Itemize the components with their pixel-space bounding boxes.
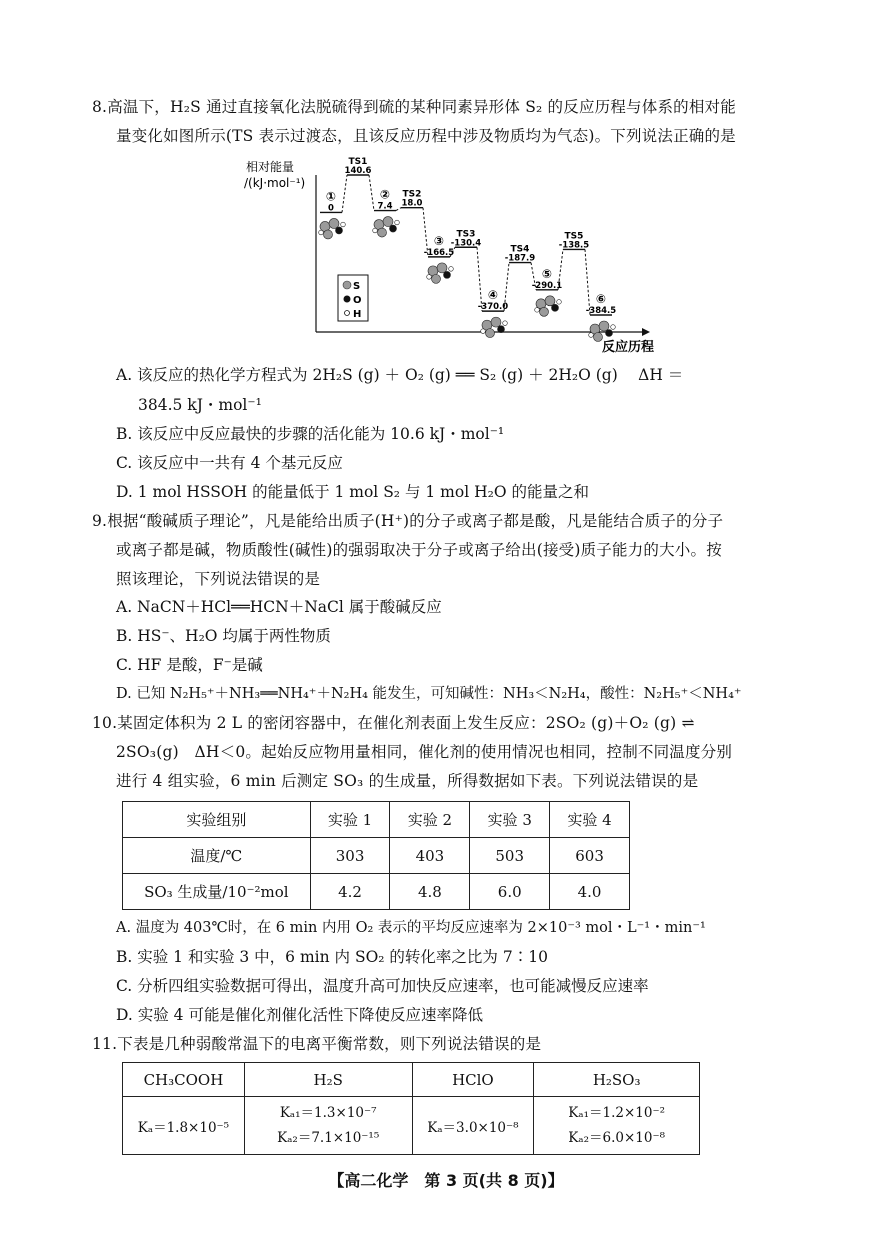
state-label: TS3 [456, 229, 476, 240]
q11-constants-table [122, 1062, 700, 1155]
q8-option-a-1: A. 该反应的热化学方程式为 2H₂S (g) ＋ O₂ (g) ══ S₂ (g) ＋ 2H₂O (g) ΔH ＝ [116, 366, 684, 384]
energy-value-label: 0 [328, 203, 334, 214]
table-cell: Kₐ＝3.0×10⁻⁸ [412, 1097, 534, 1155]
molecule-icon [373, 217, 400, 238]
q9-option-d: D. 已知 N₂H₅⁺＋NH₃══NH₄⁺＋N₂H₄ 能发生，可知碱性：NH₃＜N₂H₄，酸性：N₂H₅⁺＜NH₄⁺ [116, 686, 742, 702]
table-row [123, 838, 630, 874]
q9-option-a: A. NaCN＋HCl══HCN＋NaCl 属于酸碱反应 [116, 598, 442, 616]
y-axis-unit: /(kJ·mol⁻¹) [244, 176, 306, 190]
q10-option-c: C. 分析四组实验数据可得出，温度升高可加快反应速率，也可能减慢反应速率 [116, 977, 649, 995]
energy-connector-2 [396, 208, 401, 211]
q10-option-a: A. 温度为 403℃时，在 6 min 内用 O₂ 表示的平均反应速率为 2×10⁻³ mol・L⁻¹・min⁻¹ [116, 920, 706, 936]
table-cell: 实验组别 [123, 802, 311, 838]
energy-value-label: -138.5 [558, 240, 590, 251]
state-label: ⑥ [595, 292, 607, 306]
table-row [123, 874, 630, 910]
q8-option-a-2: 384.5 kJ・mol⁻¹ [138, 396, 262, 414]
question-9 [92, 507, 804, 594]
table-header: CH₃COOH [123, 1063, 245, 1097]
x-axis-label: 反应历程 [602, 340, 655, 353]
energy-value-label: 140.6 [344, 166, 372, 176]
table-cell: 403 [390, 838, 470, 874]
state-label: TS1 [348, 157, 368, 167]
table-header: H₂S [244, 1063, 412, 1097]
table-row [123, 802, 630, 838]
q9-option-b: B. HS⁻、H₂O 均属于两性物质 [116, 627, 331, 645]
table-cell: 503 [470, 838, 550, 874]
q9-line-2: 或离子都是碱，物质酸性(碱性)的强弱取决于分子或离子给出(接受)质子能力的大小。按 [116, 541, 722, 559]
page-footer: 【高二化学 第 3 页(共 8 页)】 [328, 1171, 564, 1190]
state-label: ② [379, 187, 391, 202]
table-cell: 4.0 [550, 874, 630, 910]
table-cell-line: Kₐ₂＝7.1×10⁻¹⁵ [277, 1129, 380, 1146]
table-header: H₂SO₃ [534, 1063, 700, 1097]
molecule-icon [535, 296, 562, 317]
table-cell: 4.8 [390, 874, 470, 910]
table-cell: SO₃ 生成量/10⁻²mol [123, 874, 311, 910]
table-cell: 实验 4 [550, 802, 630, 838]
q8-line-1: 8.高温下，H₂S 通过直接氧化法脱硫得到硫的某种同素异形体 S₂ 的反应历程与体系的相对能 [92, 98, 736, 116]
energy-connector-0 [342, 175, 347, 212]
q9-option-c: C. HF 是酸，F⁻是碱 [116, 656, 263, 674]
question-11 [92, 1030, 804, 1059]
table-cell: 303 [310, 838, 390, 874]
table-cell [244, 1097, 412, 1155]
energy-diagram [242, 153, 662, 353]
question-10 [92, 709, 804, 796]
table-cell: 实验 3 [470, 802, 550, 838]
state-label: TS2 [402, 189, 422, 200]
energy-value-label: -130.4 [450, 238, 482, 249]
table-cell: 603 [550, 838, 630, 874]
table-cell: 6.0 [470, 874, 550, 910]
q10-data-table [122, 801, 630, 910]
molecule-icon [319, 218, 346, 239]
energy-connector-1 [369, 175, 374, 211]
table-cell-line: Kₐ₁＝1.3×10⁻⁷ [279, 1104, 377, 1121]
energy-value-label: -166.5 [423, 247, 455, 258]
state-label: ⑤ [541, 266, 553, 281]
state-label: ① [325, 189, 337, 204]
q9-line-3: 照该理论，下列说法错误的是 [116, 570, 321, 588]
q10-line-3: 进行 4 组实验，6 min 后测定 SO₃ 的生成量，所得数据如下表。下列说法错误的是 [116, 772, 699, 790]
energy-value-label: -290.1 [531, 280, 563, 291]
energy-value-label: -370.0 [477, 302, 509, 313]
q10-line-1: 10.某固定体积为 2 L 的密闭容器中，在催化剂表面上发生反应：2SO₂ (g)＋O₂ (g) ⇌ [92, 714, 695, 732]
question-8 [92, 93, 804, 151]
legend-h: H [353, 309, 362, 320]
y-axis-label: 相对能量 [246, 160, 295, 174]
table-cell: 温度/℃ [123, 838, 311, 874]
state-label: ③ [433, 233, 445, 248]
table-cell: Kₐ＝1.8×10⁻⁵ [123, 1097, 245, 1155]
molecule-icon [589, 321, 616, 342]
molecule-icon [427, 263, 454, 284]
table-row [123, 1097, 700, 1155]
q10-option-d: D. 实验 4 可能是催化剂催化活性下降使反应速率降低 [116, 1006, 483, 1024]
q10-option-b: B. 实验 1 和实验 3 中，6 min 内 SO₂ 的转化率之比为 7∶10 [116, 948, 548, 966]
state-label: TS5 [564, 231, 584, 242]
table-cell-line: Kₐ₂＝6.0×10⁻⁸ [568, 1129, 665, 1146]
table-cell-line: Kₐ₁＝1.2×10⁻² [568, 1104, 665, 1121]
q11-line-1: 11.下表是几种弱酸常温下的电离平衡常数，则下列说法错误的是 [92, 1035, 542, 1053]
energy-value-label: 18.0 [401, 198, 423, 209]
table-cell [534, 1097, 700, 1155]
q8-line-2: 量变化如图所示(TS 表示过渡态，且该反应历程中涉及物质均为气态)。下列说法正确的是 [116, 127, 736, 145]
q8-option-c: C. 该反应中一共有 4 个基元反应 [116, 454, 343, 472]
table-cell: 4.2 [310, 874, 390, 910]
table-row [123, 1063, 700, 1097]
table-header: HClO [412, 1063, 534, 1097]
molecule-icon [481, 317, 508, 338]
legend-o: O [353, 295, 362, 306]
energy-value-label: -384.5 [585, 306, 617, 316]
state-label: ④ [487, 288, 499, 303]
q8-option-b: B. 该反应中反应最快的步骤的活化能为 10.6 kJ・mol⁻¹ [116, 425, 505, 443]
energy-value-label: -187.9 [504, 253, 536, 264]
q10-line-2: 2SO₃(g) ΔH＜0。起始反应物用量相同，催化剂的使用情况也相同，控制不同温度分别 [116, 743, 733, 761]
energy-value-label: 7.4 [377, 201, 393, 212]
legend-s: S [353, 281, 361, 292]
state-label: TS4 [510, 244, 530, 255]
table-cell: 实验 1 [310, 802, 390, 838]
q8-option-d: D. 1 mol HSSOH 的能量低于 1 mol S₂ 与 1 mol H₂O 的能量之和 [116, 483, 589, 501]
q9-line-1: 9.根据“酸碱质子理论”，凡是能给出质子(H⁺)的分子或离子都是酸，凡是能结合质子的分子 [92, 512, 724, 530]
table-cell: 实验 2 [390, 802, 470, 838]
legend-box [338, 275, 368, 321]
